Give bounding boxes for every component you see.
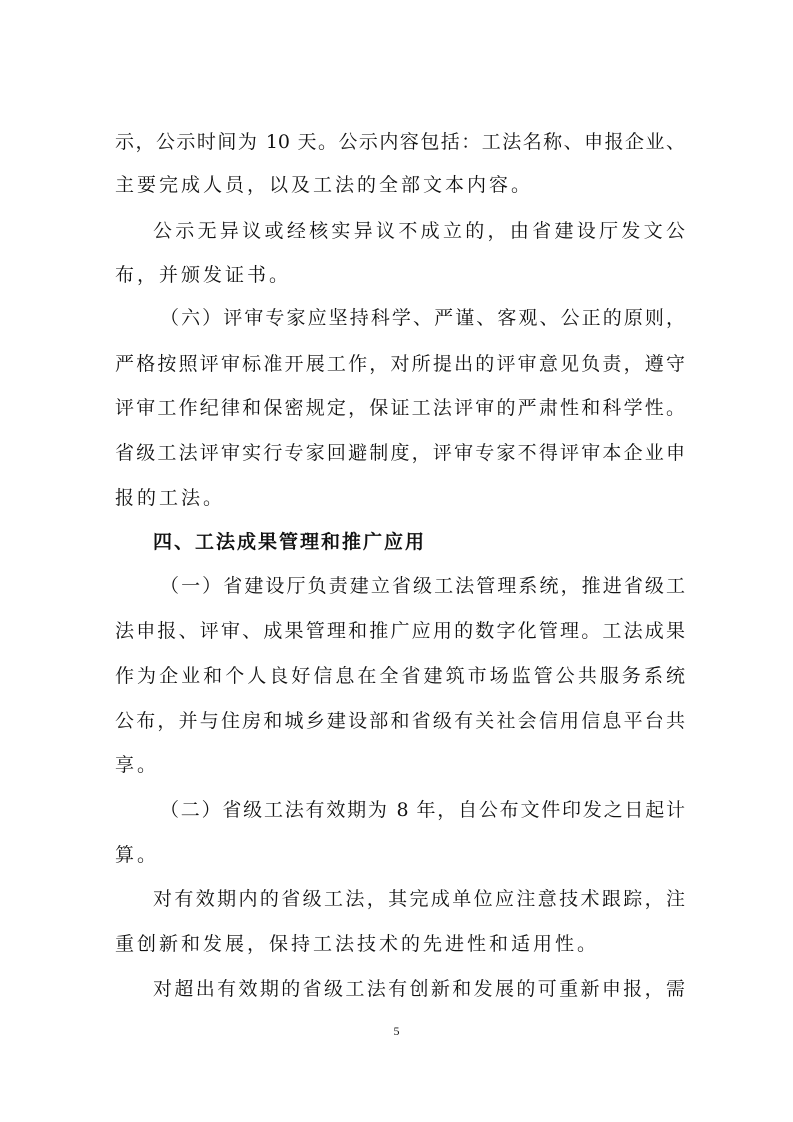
paragraph-line: 公布，并与住房和城乡建设部和省级有关社会信用信息平台共 [115, 710, 685, 732]
paragraph-line: 对超出有效期的省级工法有创新和发展的可重新申报，需 [153, 978, 685, 1000]
paragraph-line: 作为企业和个人良好信息在全省建筑市场监管公共服务系统 [115, 665, 685, 687]
paragraph-line: 主要完成人员，以及工法的全部文本内容。 [115, 174, 534, 196]
paragraph-line: 重创新和发展，保持工法技术的先进性和适用性。 [115, 933, 600, 955]
paragraph-line: 报的工法。 [115, 487, 226, 509]
paragraph-line: 算。 [115, 844, 160, 866]
paragraph-line: 享。 [115, 754, 160, 776]
paragraph-line: 严格按照评审标准开展工作，对所提出的评审意见负责，遵守 [115, 353, 685, 375]
paragraph-line: 布，并颁发证书。 [115, 264, 292, 286]
paragraph-line: 评审工作纪律和保密规定，保证工法评审的严肃性和科学性。 [115, 397, 685, 419]
paragraph-line: 省级工法评审实行专家回避制度，评审专家不得评审本企业申 [115, 442, 685, 464]
paragraph-line: 示，公示时间为 10 天。公示内容包括：工法名称、申报企业、 [115, 131, 685, 153]
paragraph-line: 对有效期内的省级工法，其完成单位应注意技术跟踪，注 [153, 888, 685, 910]
section-heading: 四、工法成果管理和推广应用 [153, 531, 427, 553]
paragraph-line: 公示无异议或经核实异议不成立的，由省建设厅发文公 [153, 220, 685, 242]
paragraph-line: （二）省级工法有效期为 8 年，自公布文件印发之日起计 [160, 799, 685, 821]
paragraph-line: 法申报、评审、成果管理和推广应用的数字化管理。工法成果 [115, 620, 685, 642]
paragraph-line: （一）省建设厅负责建立省级工法管理系统，推进省级工 [160, 575, 685, 597]
paragraph-line: （六）评审专家应坚持科学、严谨、客观、公正的原则， [160, 307, 685, 329]
page-number: 5 [393, 1024, 400, 1038]
